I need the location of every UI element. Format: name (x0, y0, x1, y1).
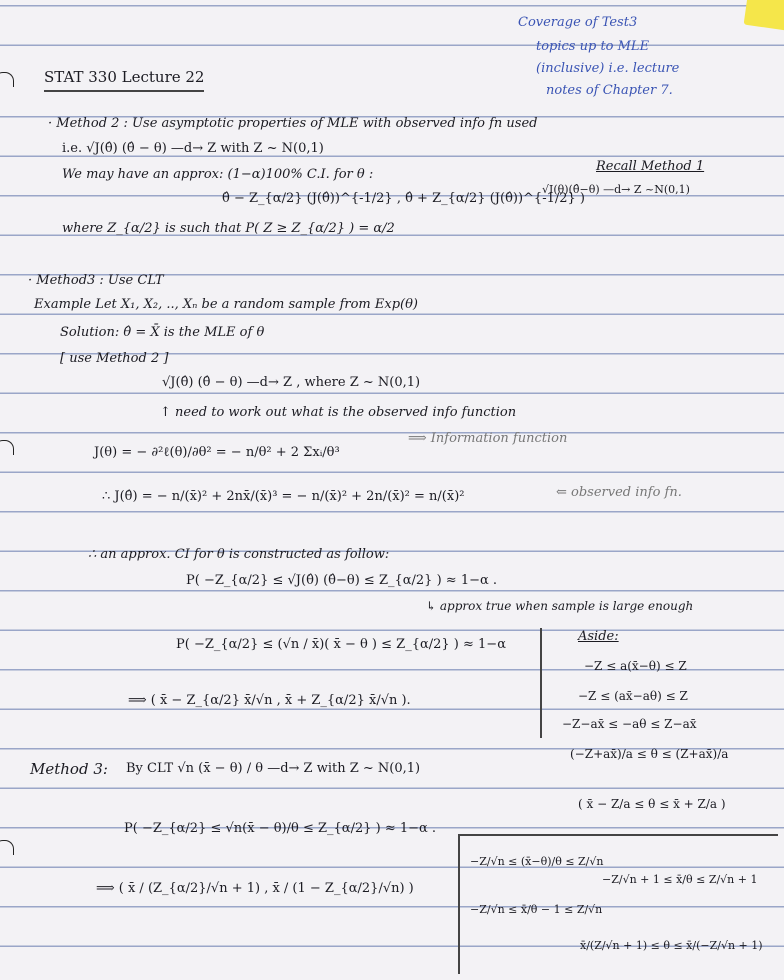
ci-probability-2: P( −Z_{α/2} ≤ (√n / x̄)( x̄ − θ ) ≤ Z_{α/2} ) ≈ 1−α (176, 637, 506, 652)
punch-hole (0, 840, 14, 855)
example-convergence: √J(θ̂) (θ̂ − θ) —d→ Z , where Z ~ N(0,1) (162, 375, 421, 390)
ci-result: ⟹ ( x̄ − Z_{α/2} x̄/√n , x̄ + Z_{α/2} x̄/√n ). (128, 693, 411, 708)
scratch-line-1: −Z/√n ≤ (x̄−θ)/θ ≤ Z/√n (470, 855, 604, 868)
method3-heading: Method 3: (30, 760, 108, 778)
coverage-line-2: topics up to MLE (536, 39, 650, 54)
course-title: STAT 330 Lecture 22 (44, 68, 205, 86)
method2-where-line: where Z_{α/2} is such that P( Z ≥ Z_{α/2} ) = α/2 (62, 221, 395, 236)
aside-divider (540, 628, 542, 738)
approx-note: ↳ approx true when sample is large enough (426, 599, 694, 613)
scratch-line-3: −Z/√n + 1 ≤ x̄/θ ≤ Z/√n + 1 (602, 873, 758, 886)
aside-line-1: −Z ≤ a(x̄−θ) ≤ Z (584, 659, 687, 673)
observed-info-label: ⇐ observed info fn. (556, 485, 682, 500)
method2-ie-line: i.e. √J(θ̂) (θ̂ − θ) —d→ Z with Z ~ N(0,1) (62, 141, 324, 156)
title-underline (44, 90, 204, 92)
method2-heading: · Method 2 : Use asymptotic properties of MLE with observed info fn used (48, 116, 538, 131)
method3-clt: By CLT √n (x̄ − θ) / θ —d→ Z with Z ~ N(0,1) (126, 761, 421, 776)
aside-line-4: (−Z+ax̄)/a ≤ θ ≤ (Z+ax̄)/a (570, 747, 729, 761)
aside-line-5: ( x̄ − Z/a ≤ θ ≤ x̄ + Z/a ) (578, 797, 726, 811)
aside-line-2: −Z ≤ (ax̄−aθ) ≤ Z (578, 689, 688, 703)
coverage-line-1: Coverage of Test3 (518, 15, 638, 30)
aside-line-3: −Z−ax̄ ≤ −aθ ≤ Z−ax̄ (562, 717, 697, 731)
aside-title: Aside: (578, 629, 619, 644)
method3-probability: P( −Z_{α/2} ≤ √n(x̄ − θ)/θ ≤ Z_{α/2} ) ≈ 1−α . (124, 821, 437, 836)
ci-intro: ∴ an approx. CI for θ is constructed as follow: (88, 547, 390, 562)
method2-interval: θ̂ − Z_{α/2} (J(θ̂))^{-1/2} , θ̂ + Z_{α/2} (J(θ̂))^{-1/2} ) (222, 191, 585, 206)
coverage-line-3: (inclusive) i.e. lecture (536, 61, 680, 76)
scratch-line-4: x̄/(Z/√n + 1) ≤ θ ≤ x̄/(−Z/√n + 1) (580, 939, 763, 952)
observed-info-formula: ∴ J(θ̂) = − n/(x̄)² + 2nx̄/(x̄)³ = − n/(x̄)² + 2n/(x̄)² = n/(x̄)² (102, 489, 465, 504)
example-solution: Solution: θ̂ = X̄ is the MLE of θ (60, 325, 265, 340)
coverage-line-4: notes of Chapter 7. (546, 83, 673, 98)
punch-hole (0, 440, 14, 455)
recall-formula: √I(θ)(θ̂−θ) —d→ Z ~N(0,1) (542, 183, 690, 196)
method3-result: ⟹ ( x̄ / (Z_{α/2}/√n + 1) , x̄ / (1 − Z_{α/2}/√n) ) (96, 881, 414, 896)
example-statement: Example Let X₁, X₂, .., Xₙ be a random sample from Exp(θ) (34, 297, 418, 312)
info-function-label: ⟹ Information function (408, 431, 568, 446)
punch-hole (0, 72, 14, 87)
need-note: ↑ need to work out what is the observed info function (160, 405, 517, 420)
sticky-note (744, 0, 784, 31)
method2-approx-line: We may have an approx: (1−α)100% C.I. for θ : (62, 167, 374, 182)
info-function-formula: J(θ) = − ∂²ℓ(θ)/∂θ² = − n/θ² + 2 Σxᵢ/θ³ (94, 445, 340, 460)
scratch-left-border (458, 834, 460, 974)
recall-label: Recall Method 1 (596, 159, 705, 174)
method3-intro: · Method3 : Use CLT (28, 273, 164, 288)
scratch-line-2: −Z/√n ≤ x̄/θ − 1 ≤ Z/√n (470, 903, 603, 916)
scratch-divider (458, 834, 778, 836)
ci-probability: P( −Z_{α/2} ≤ √J(θ̂) (θ̂−θ) ≤ Z_{α/2} ) ≈ 1−α . (186, 573, 498, 588)
example-use-method: [ use Method 2 ] (60, 351, 169, 366)
